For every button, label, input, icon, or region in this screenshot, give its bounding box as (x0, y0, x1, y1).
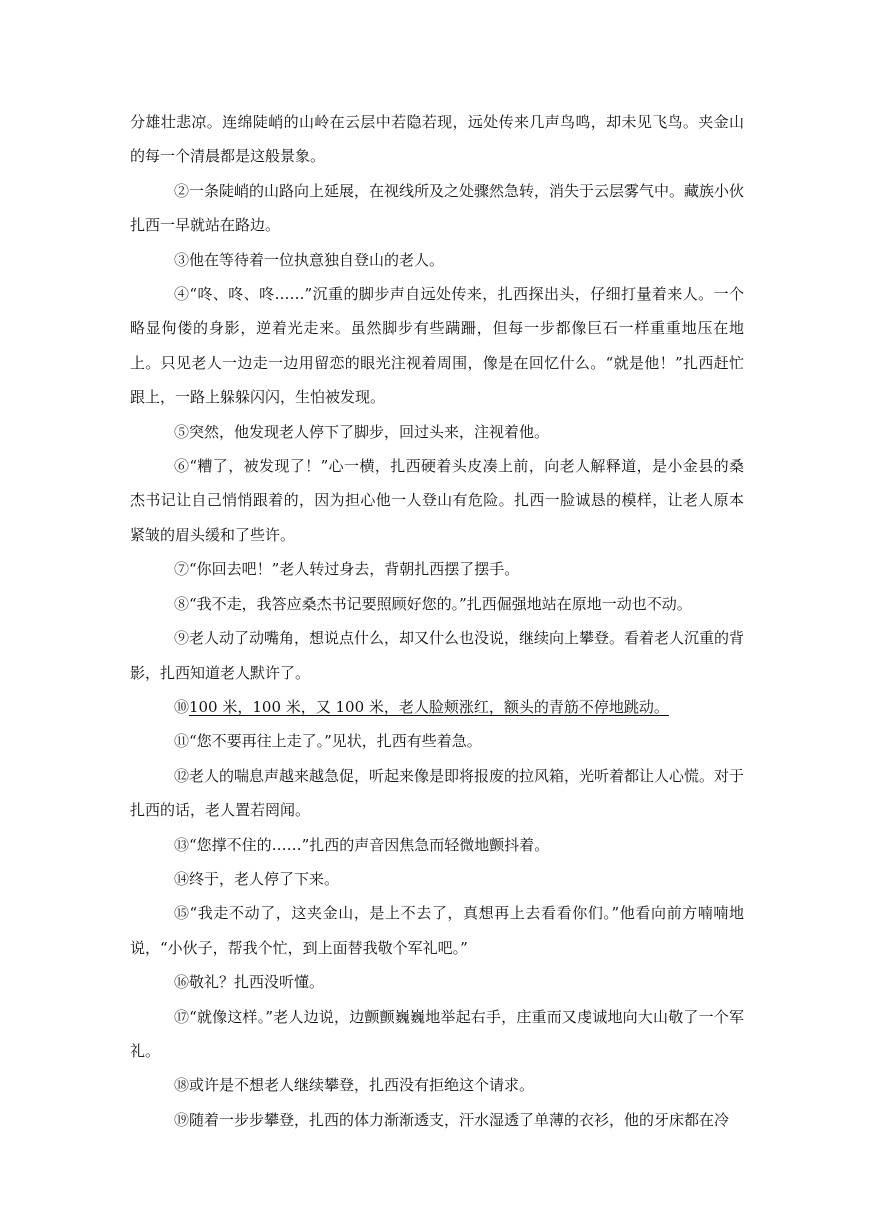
paragraph-10-underlined-sentence: 100 米，100 米，又 100 米，老人脸颊涨红，额头的青筋不停地跳动。 (188, 697, 669, 716)
paragraph-3: ③他在等待着一位执意独自登山的老人。 (173, 250, 444, 269)
paragraph-17: ⑰“就像这样。”老人边说，边颤颤巍巍地举起右手，庄重而又虔诚地向大山敬了一个军礼。 (130, 1007, 744, 1060)
paragraph-8: ⑧“我不走，我答应桑杰书记要照顾好您的。”扎西倔强地站在原地一动也不动。 (173, 594, 692, 613)
paragraph-1-continued: 分雄壮悲凉。连绵陡峭的山岭在云层中若隐若现，远处传来几声鸟鸣，却未见飞鸟。夹金山的每一个清晨都是这般景象。 (130, 113, 744, 166)
paragraph-13: ⑬“您撑不住的……”扎西的声音因焦急而轻微地颤抖着。 (173, 835, 550, 854)
paragraph-6: ⑥“糟了，被发现了！”心一横，扎西硬着头皮凑上前，向老人解释道，是小金县的桑杰书记让自己悄悄跟着的，因为担心他一人登山有危险。扎西一脸诚恳的模样，让老人原本紧皱的眉头缓和了些许。 (130, 457, 744, 544)
paragraph-10-number: ⑩ (173, 697, 189, 716)
paragraph-18: ⑱或许是不想老人继续攀登，扎西没有拒绝这个请求。 (173, 1076, 534, 1095)
paragraph-7: ⑦“你回去吧！”老人转过身去，背朝扎西摆了摆手。 (173, 560, 520, 579)
paragraph-2: ②一条陡峭的山路向上延展，在视线所及之处骤然急转，消失于云层雾气中。藏族小伙扎西一早就站在路边。 (130, 181, 744, 235)
paragraph-12: ⑫老人的喘息声越来越急促，听起来像是即将报废的拉风箱，光听着都让人心慌。对于扎西的话，老人置若罔闻。 (130, 766, 744, 820)
paragraph-9: ⑨老人动了动嘴角，想说点什么，却又什么也没说，继续向上攀登。看着老人沉重的背影，扎西知道老人默许了。 (130, 629, 744, 682)
paragraph-15: ⑮“我走不动了，这夹金山，是上不去了，真想再上去看看你们。”他看向前方喃喃地说，“小伙子，帮我个忙，到上面替我敬个军礼吧。” (130, 904, 744, 957)
paragraph-14: ⑭终于，老人停了下来。 (173, 869, 339, 888)
paragraph-5: ⑤突然，他发现老人停下了脚步，回过头来，注视着他。 (173, 422, 549, 441)
paragraph-11: ⑪“您不要再往上走了。”见状，扎西有些着急。 (173, 732, 482, 751)
paragraph-10 (130, 690, 744, 724)
paragraph-16: ⑯敬礼？扎西没听懂。 (173, 973, 324, 992)
paragraph-4: ④“咚、咚、咚……”沉重的脚步声自远处传来，扎西探出头，仔细打量着来人。一个略显佝偻的身影，逆着光走来。虽然脚步有些蹒跚，但每一步都像巨石一样重重地压在地上。只见老人一边走一边用留恋的眼光注视着周围，像是在回忆什么。“就是他！”扎西赶忙跟上，一路上躲躲闪闪，生怕被发现。 (130, 285, 744, 407)
document-page (130, 105, 744, 1137)
paragraph-19: ⑲随着一步步攀登，扎西的体力渐渐透支，汗水湿透了单薄的衣衫，他的牙床都在冷 (173, 1110, 729, 1129)
